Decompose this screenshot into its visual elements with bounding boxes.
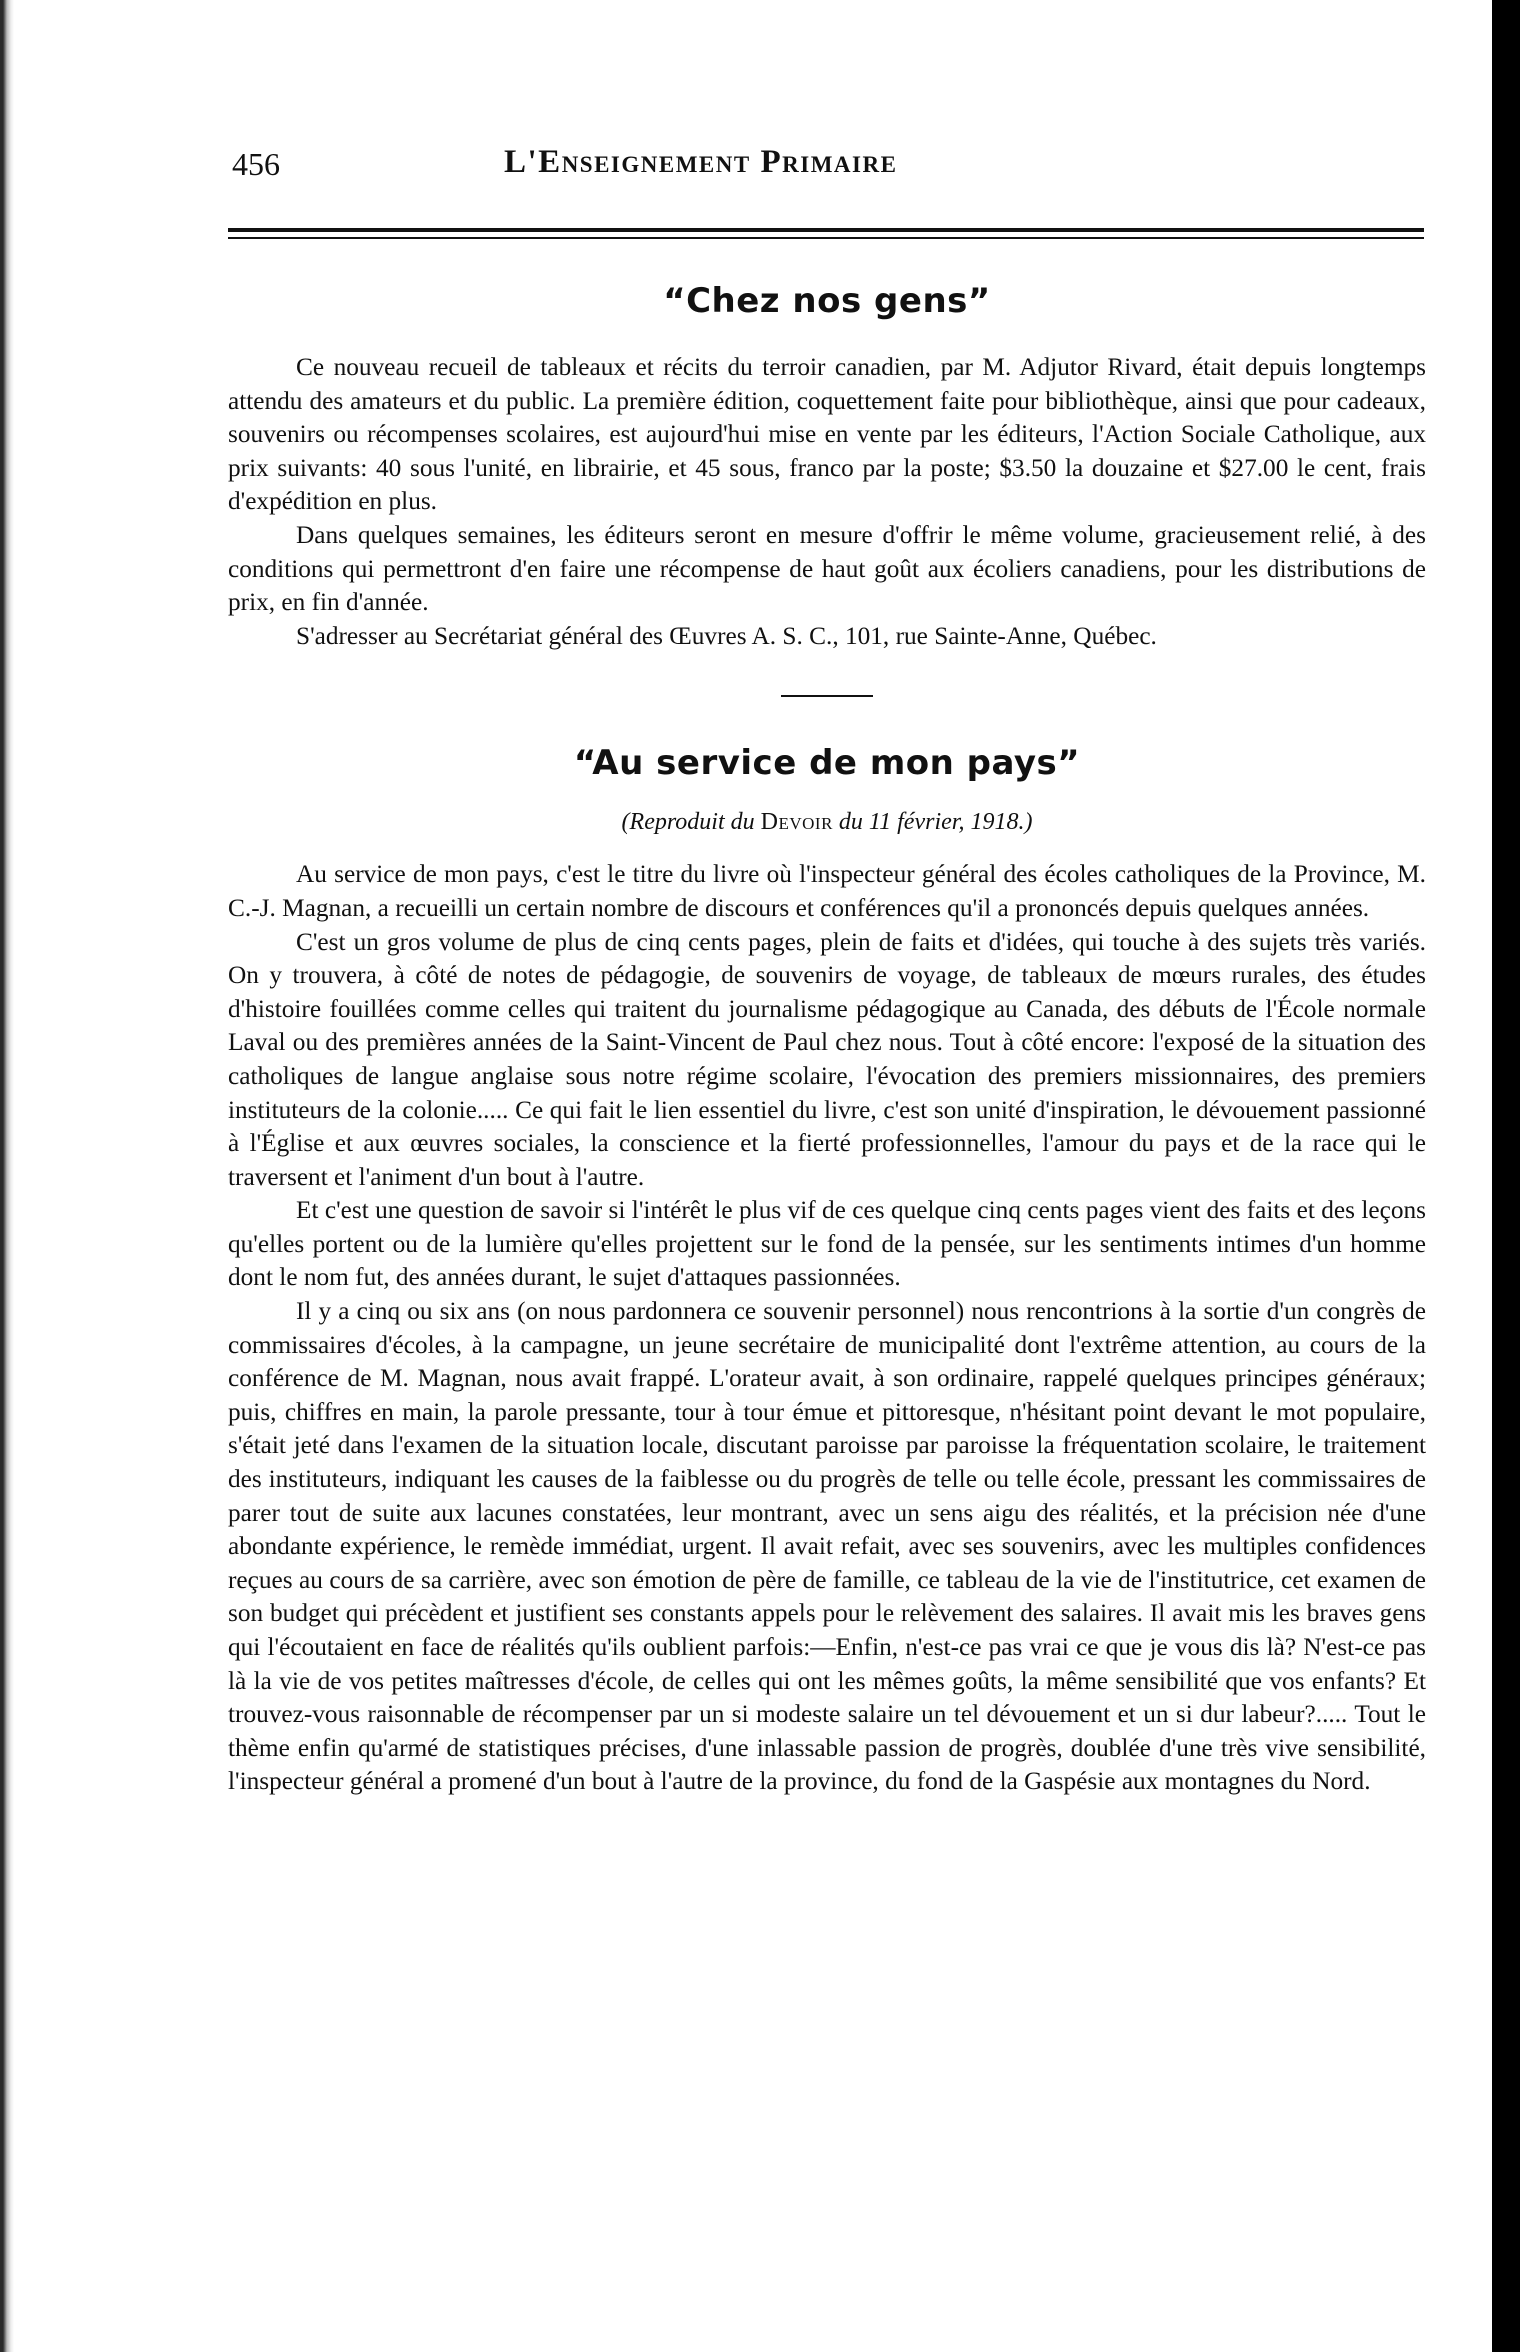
- paragraph: S'adresser au Secrétariat général des Œuvres A. S. C., 101, rue Sainte-Anne, Québec.: [296, 621, 1157, 650]
- scan-right-edge: [1492, 0, 1520, 2352]
- header-double-rule: [228, 228, 1424, 239]
- page-number: 456: [232, 146, 280, 182]
- paragraph: C'est un gros volume de plus de cinq cents pages, plein de faits et d'idées, qui touche à des sujets très variés. On y trouvera, à côté de notes de pédagogie, de souvenirs de voyage, de tableaux de mœurs rurales, des études d'histoire fouillées comme celles qui traitent du journalisme pédagogique au Canada, des débuts de l'École normale Laval ou des premières années de la Saint-Vincent de Paul chez nous. Tout à côté encore: l'exposé de la situation des catholiques de langue anglaise sous notre régime scolaire, l'évocation des premiers missionnaires, des premiers instituteurs de la colonie..... Ce qui fait le lien essentiel du livre, c'est son unité d'inspiration, le dévouement passionné à l'Église et aux œuvres sociales, la conscience et la fierté professionnelles, l'amour du pays et de la race qui le traversent et l'animent d'un bout à l'autre.: [228, 927, 1426, 1191]
- source-journal-name: Devoir: [760, 809, 833, 836]
- source-note-prefix: (Reproduit du: [621, 809, 761, 836]
- scan-left-edge: [0, 0, 14, 2352]
- source-note-suffix: du 11 février, 1918.): [832, 809, 1033, 836]
- document-page: [228, 140, 1426, 1799]
- paragraph: Et c'est une question de savoir si l'intérêt le plus vif de ces quelque cinq cents pages vient des faits et des leçons qu'elles portent ou de la lumière qu'elles projettent sur le fond de la pensée, sur les sentiments intimes d'un homme dont le nom fut, des années durant, le sujet d'attaques passionnées.: [228, 1196, 1426, 1292]
- paragraph: Il y a cinq ou six ans (on nous pardonnera ce souvenir personnel) nous rencontrions à la sortie d'un congrès de commissaires d'écoles, à la campagne, un jeune secrétaire de municipalité dont l'extrême attention, au cours de la conférence de M. Magnan, nous avait frappé. L'orateur avait, à son ordinaire, rappelé quelques principes généraux; puis, chiffres en main, la parole pressante, tour à tour émue et pittoresque, n'hésitant point devant le mot populaire, s'était jeté dans l'examen de la situation locale, discutant paroisse par paroisse la fréquentation scolaire, le traitement des instituteurs, indiquant les causes de la faiblesse ou du progrès de telle ou telle école, pressant les commissaires de parer tout de suite aux lacunes constatées, leur montrant, avec un sens aigu des réalités, et la précision née d'une abondante expérience, le remède immédiat, urgent. Il avait refait, avec ses souvenirs, avec les multiples confidences reçues au cours de sa carrière, avec son émotion de père de famille, ce tableau de la vie de l'institutrice, cet examen de son budget qui précèdent et justifient ses constants appels pour le relèvement des salaires. Il avait mis les braves gens qui l'écoutaient en face de réalités qu'ils oublient parfois:—Enfin, n'est-ce pas vrai ce que je vous dis là? N'est-ce pas là la vie de vos petites maîtresses d'école, de celles qui ont les mêmes goûts, la même sensibilité que vos enfants? Et trouvez-vous raisonnable de récompenser par un si modeste salaire un tel dévouement et un si dur labeur?..... Tout le thème enfin qu'armé de statistiques précises, d'une inlassable passion de progrès, doublée d'une très vive sensibilité, l'inspecteur général a promené d'un bout à l'autre de la province, du fond de la Gaspésie aux montagnes du Nord.: [228, 1297, 1426, 1796]
- section-divider: [781, 695, 873, 697]
- paragraph: Ce nouveau recueil de tableaux et récits du terroir canadien, par M. Adjutor Rivard, était depuis longtemps attendu des amateurs et du public. La première édition, coquettement faite pour bibliothèque, ainsi que pour cadeaux, souvenirs ou récompenses scolaires, est aujourd'hui mise en vente par les éditeurs, l'Action Sociale Catholique, aux prix suivants: 40 sous l'unité, en librairie, et 45 sous, franco par la poste; $3.50 la douzaine et $27.00 le cent, frais d'expédition en plus.: [228, 353, 1426, 516]
- article-title-au-service: “Au service de mon pays”: [573, 743, 1081, 784]
- article-body-chez-nos-gens: [228, 351, 1426, 653]
- article-body-au-service: [228, 858, 1426, 1799]
- article-source-note: [228, 809, 1426, 836]
- running-head: [228, 140, 1426, 188]
- paragraph: Dans quelques semaines, les éditeurs seront en mesure d'offrir le même volume, gracieusement relié, à des conditions qui permettront d'en faire une récompense de haut goût aux écoliers canadiens, pour les distributions de prix, en fin d'année.: [228, 520, 1426, 617]
- paragraph: Au service de mon pays, c'est le titre du livre où l'inspecteur général des écoles catholiques de la Province, M. C.-J. Magnan, a recueilli un certain nombre de discours et conférences qu'il a prononcés depuis quelques années.: [228, 860, 1426, 922]
- article-title-chez-nos-gens: “Chez nos gens”: [663, 281, 991, 321]
- running-title: L'Enseignement Primaire: [504, 144, 898, 180]
